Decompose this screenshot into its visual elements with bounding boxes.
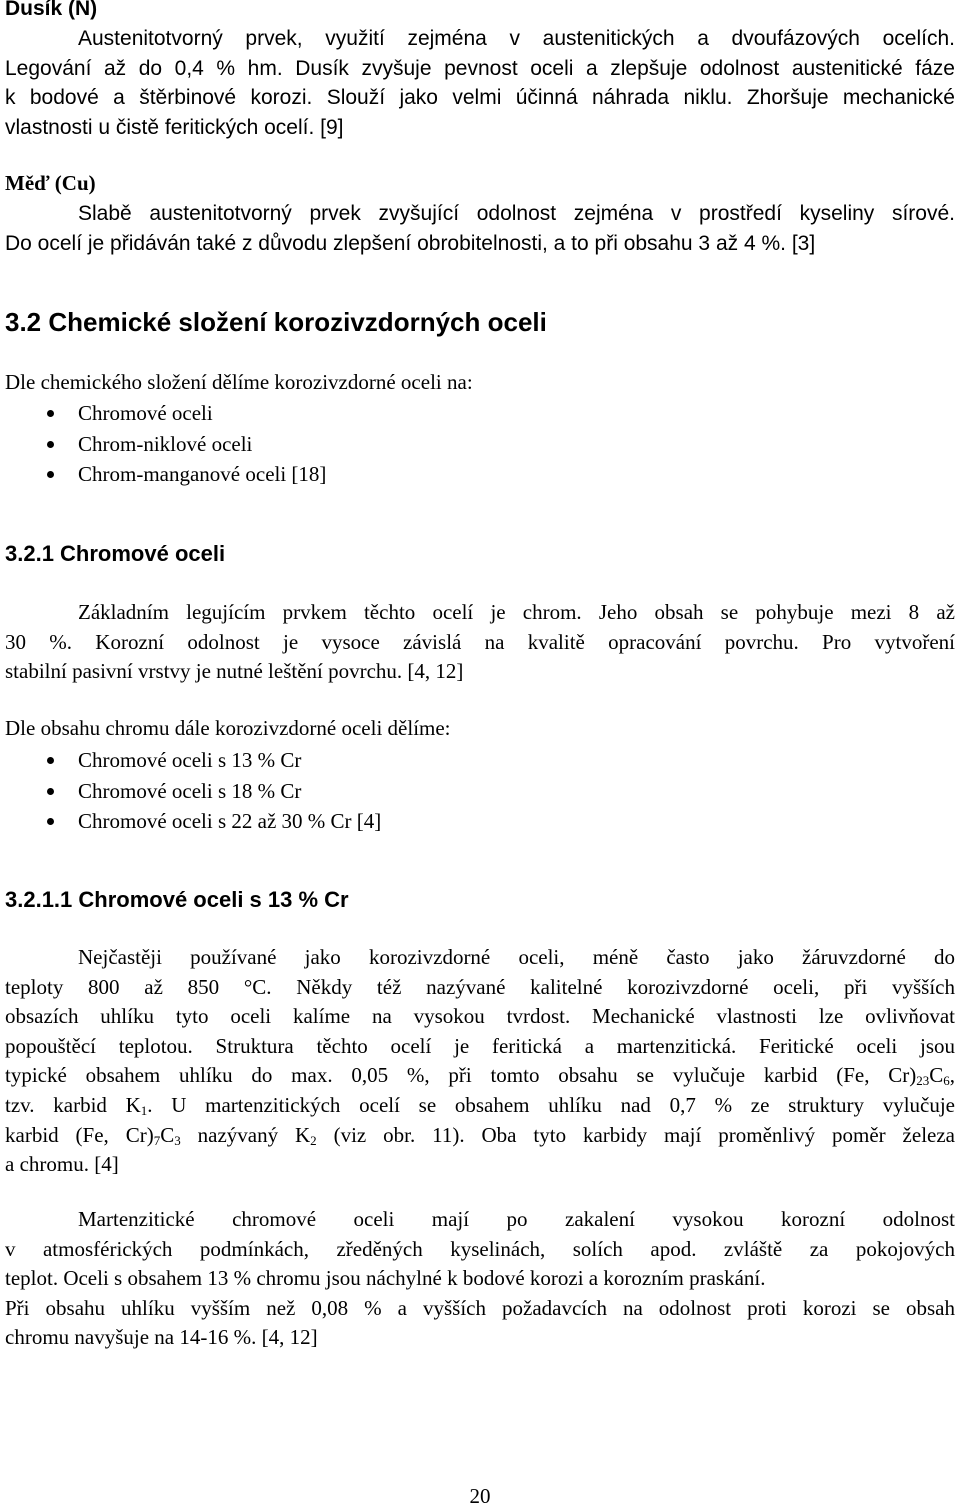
list-item: Chromové oceli s 13 % Cr — [5, 745, 381, 776]
text-line: chromu navyšuje na 14-16 %. [4, 12] — [5, 1325, 318, 1350]
paragraph-med — [5, 199, 955, 258]
text-fragment: C — [929, 1063, 944, 1088]
section-heading-dusik: Dusík (N) — [5, 0, 98, 20]
text-line: a chromu. [4] — [5, 1152, 119, 1177]
text-line — [5, 1091, 955, 1121]
bullet-list-3-2 — [5, 398, 326, 490]
text-line: Nejčastěji používané jako korozivzdorné oceli, méně často jako žáruvzdorné do — [78, 945, 955, 969]
text-line: Slabě austenitotvorný prvek zvyšující odolnost zejména v prostředí kyseliny sírové. — [78, 202, 955, 225]
list-item: Chromové oceli — [5, 398, 326, 429]
text-fragment: , — [949, 1063, 955, 1088]
subscript: 3 — [174, 1132, 181, 1148]
text-line: obsazích uhlíku tyto oceli kalíme na vysokou tvrdost. Mechanické vlastnosti lze ovlivňovat — [5, 1004, 955, 1029]
paragraph-3-2-1-1-a — [5, 943, 955, 1180]
section-heading-med: Měď (Cu) — [5, 171, 96, 195]
text-fragment: nazývaný K — [180, 1122, 311, 1147]
text-fragment: typické obsahem uhlíku do max. 0,05 %, při tomto obsahu se vylučuje karbid (Fe, Cr) — [5, 1063, 917, 1088]
text-line: Do ocelí je přidáván také z důvodu zlepšení obrobitelnosti, a to při obsahu 3 až 4 %. [3] — [5, 231, 816, 255]
subscript: 23 — [916, 1073, 930, 1089]
section-heading-3-2-1-1: 3.2.1.1 Chromové oceli s 13 % Cr — [5, 887, 349, 912]
text-line: Při obsahu uhlíku vyšším než 0,08 % a vyšších požadavcích na odolnost proti korozi se obsah — [5, 1295, 955, 1320]
paragraph-3-2-1 — [5, 598, 955, 687]
text-fragment: . U martenzitických ocelí se obsahem uhlíku nad 0,7 % ze struktury vylučuje — [147, 1092, 956, 1117]
section-heading-3-2: 3.2 Chemické složení korozivzdorných oceli — [5, 307, 547, 337]
text-line: k bodové a štěrbinové korozi. Slouží jako velmi účinná náhrada niklu. Zhoršuje mechanické — [5, 86, 955, 110]
text-line: Legování až do 0,4 % hm. Dusík zvyšuje pevnost oceli a zlepšuje odolnost austenitické fáze — [5, 56, 955, 80]
list-item: Chromové oceli s 22 až 30 % Cr [4] — [5, 806, 381, 837]
text-line: popouštěcí teplotou. Struktura těchto ocelí je feritická a martenzitická. Feritické oceli jsou — [5, 1033, 955, 1058]
paragraph-dusik — [5, 24, 955, 142]
text-line: v atmosférických podmínkách, zředěných kyselinách, solích apod. zvláště za pokojových — [5, 1236, 955, 1261]
list-item: Chromové oceli s 18 % Cr — [5, 776, 381, 807]
text-fragment: C — [160, 1122, 175, 1147]
text-fragment: karbid (Fe, Cr) — [5, 1122, 154, 1147]
intro-3-2: Dle chemického složení dělíme korozivzdorné oceli na: — [5, 370, 473, 394]
text-line: Martenzitické chromové oceli mají po zakalení vysokou korozní odolnost — [78, 1207, 955, 1231]
list-item: Chrom-manganové oceli [18] — [5, 459, 326, 490]
bullet-list-3-2-1 — [5, 745, 381, 837]
section-heading-3-2-1: 3.2.1 Chromové oceli — [5, 541, 226, 566]
text-line: Základním legujícím prvkem těchto ocelí je chrom. Jeho obsah se pohybuje mezi 8 až — [78, 600, 955, 624]
page-number: 20 — [469, 1484, 491, 1508]
text-line: stabilní pasivní vrstvy je nutné leštění povrchu. [4, 12] — [5, 659, 464, 684]
intro-3-2-1: Dle obsahu chromu dále korozivzdorné oceli dělíme: — [5, 716, 451, 740]
text-fragment: (viz obr. 11). Oba tyto karbidy mají proměnlivý poměr železa — [316, 1122, 955, 1147]
text-line: teplot. Oceli s obsahem 13 % chromu jsou náchylné k bodové korozi a korozním praskání. — [5, 1266, 766, 1291]
subscript: 6 — [943, 1073, 950, 1089]
text-fragment: tzv. karbid K — [5, 1092, 141, 1117]
subscript: 7 — [153, 1132, 161, 1148]
text-line — [5, 1121, 955, 1151]
subscript: 1 — [140, 1102, 148, 1118]
text-line: Austenitotvorný prvek, využití zejména v austenitických a dvoufázových ocelích. — [78, 27, 955, 50]
paragraph-3-2-1-1-b — [5, 1205, 955, 1353]
text-line: 30 %. Korozní odolnost je vysoce závislá na kvalitě opracování povrchu. Pro vytvoření — [5, 629, 955, 654]
text-line — [5, 1061, 955, 1091]
text-line: teploty 800 až 850 °C. Někdy též nazývané kalitelné korozivzdorné oceli, při vyšších — [5, 974, 955, 999]
list-item: Chrom-niklové oceli — [5, 429, 326, 460]
text-line: vlastnosti u čistě feritických ocelí. [9] — [5, 115, 344, 139]
subscript: 2 — [310, 1132, 317, 1148]
